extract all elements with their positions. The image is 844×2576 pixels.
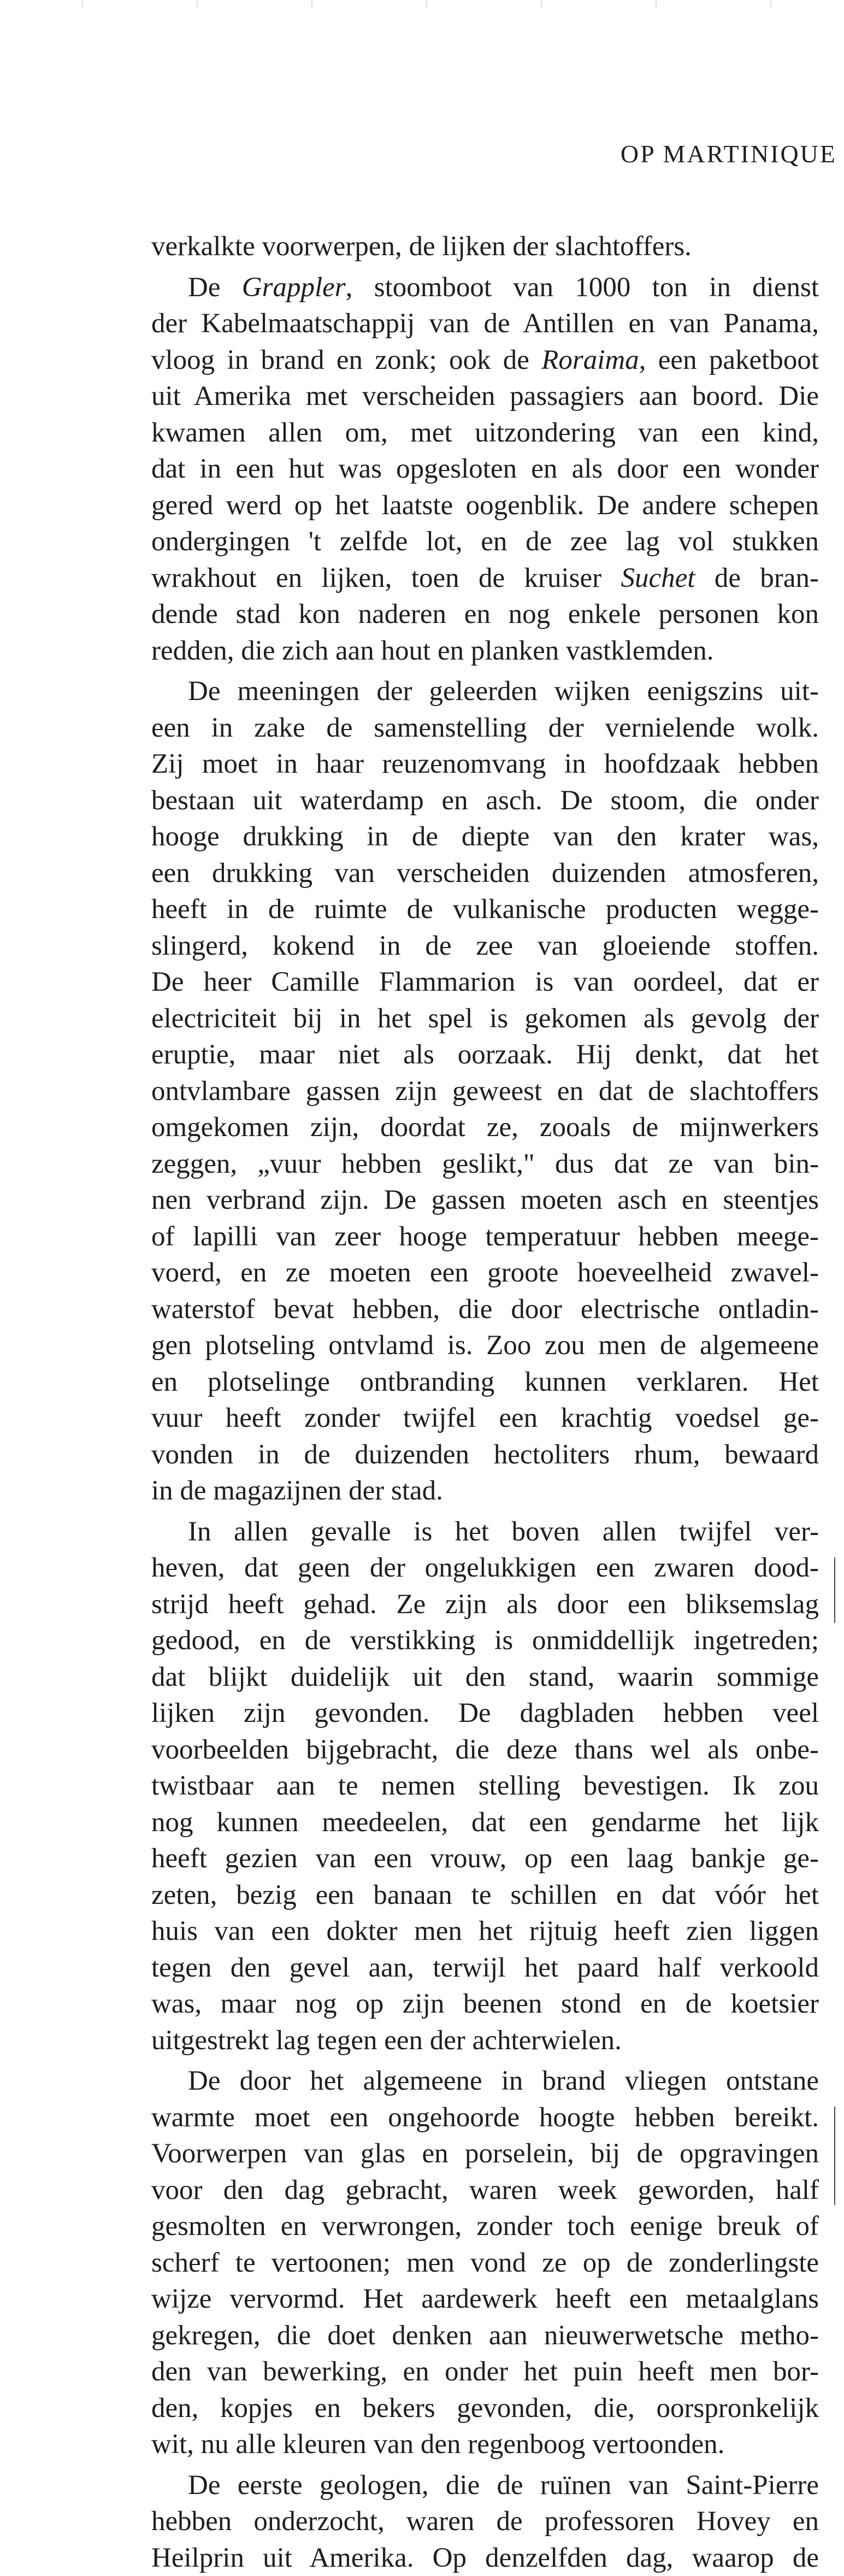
- text-line: vloog in brand en zonk; ook de Roraima, een paketboot: [151, 342, 819, 379]
- text-line: gekregen, die doet denken aan nieuwerwetsche metho-: [151, 2318, 819, 2354]
- text-line: kwamen allen om, met uitzondering van een kind,: [151, 415, 819, 451]
- text-line: Heilprin uit Amerika. Op denzelfden dag, waarop de: [151, 2540, 819, 2576]
- text-line: uit Amerika met verscheiden passagiers aan boord. Die: [151, 378, 819, 415]
- text-line: vuur heeft zonder twijfel een krachtig voedsel ge-: [151, 1400, 819, 1437]
- margin-rule: [834, 2107, 835, 2205]
- text-line: eruptie, maar niet als oorzaak. Hij denkt, dat het: [151, 1037, 819, 1073]
- text-line: hooge drukking in de diepte van den krater was,: [151, 819, 819, 855]
- text-line: De door het algemeene in brand vliegen ontstane: [151, 2063, 819, 2099]
- ship-name: Grappler: [242, 272, 346, 303]
- text-line: voor den dag gebracht, waren week geworden, half: [151, 2172, 819, 2209]
- text-line: heven, dat geen der ongelukkigen een zwaren dood-: [151, 1550, 819, 1586]
- ship-name: Suchet: [621, 563, 695, 593]
- text-line: gered werd op het laatste oogenblik. De andere schepen: [151, 487, 819, 524]
- text-line: nen verbrand zijn. De gassen moeten asch en steentjes: [151, 1182, 819, 1219]
- text-line: gen plotseling ontvlamd is. Zoo zou men de algemeene: [151, 1327, 819, 1364]
- text-line: dat blijkt duidelijk uit den stand, waarin sommige: [151, 1659, 819, 1696]
- text-line: ondergingen 't zelfde lot, en de zee lag vol stukken: [151, 524, 819, 560]
- body-text: [151, 228, 819, 2576]
- text-line: den, kopjes en bekers gevonden, die, oorspronkelijk: [151, 2390, 819, 2427]
- text-line: bestaan uit waterdamp en asch. De stoom, die onder: [151, 783, 819, 819]
- margin-rule: [834, 1557, 835, 1623]
- paragraph: [151, 228, 819, 265]
- text-line: electriciteit bij in het spel is gekomen als gevolg der: [151, 1001, 819, 1037]
- paragraph-gap: [151, 1509, 819, 1514]
- running-head: OP MARTINIQUE: [621, 139, 837, 168]
- paragraph: [151, 269, 819, 669]
- text-line: hebben onderzocht, waren de professoren Hovey en: [151, 2503, 819, 2540]
- paragraph: [151, 1514, 819, 2059]
- text-line: zeggen, „vuur hebben geslikt," dus dat ze van bin-: [151, 1146, 819, 1183]
- text-line: dende stad kon naderen en nog enkele personen kon: [151, 596, 819, 633]
- paragraph: [151, 673, 819, 1509]
- text-line: heeft gezien van een vrouw, op een laag bankje ge-: [151, 1840, 819, 1877]
- text-line: een drukking van verscheiden duizenden atmosferen,: [151, 855, 819, 892]
- text-line: De eerste geologen, die de ruïnen van Saint-Pierre: [151, 2467, 819, 2504]
- text-line: waterstof bevat hebben, die door electrische ontladin-: [151, 1291, 819, 1328]
- text-line: wijze vervormd. Het aardewerk heeft een metaalglans: [151, 2281, 819, 2318]
- text-line: De Grappler, stoomboot van 1000 ton in dienst: [151, 269, 819, 306]
- text-line: en plotselinge ontbranding kunnen verklaren. Het: [151, 1364, 819, 1401]
- ship-name: Roraima: [541, 345, 639, 375]
- text-line: scherf te vertoonen; men vond ze op de zonderlingste: [151, 2245, 819, 2281]
- text-line: De meeningen der geleerden wijken eenigszins uit-: [151, 673, 819, 710]
- text-line: uitgestrekt lag tegen een der achterwielen.: [151, 2022, 819, 2059]
- text-line: in de magazijnen der stad.: [151, 1473, 819, 1509]
- text-line: den van bewerking, en onder het puin heeft men bor-: [151, 2354, 819, 2390]
- text-line: huis van een dokter men het rijtuig heeft zien liggen: [151, 1913, 819, 1950]
- text-line: heeft in de ruimte de vulkanische producten wegge-: [151, 891, 819, 928]
- text-line: nog kunnen meedeelen, dat een gendarme het lijk: [151, 1804, 819, 1841]
- text-line: Zij moet in haar reuzenomvang in hoofdzaak hebben: [151, 746, 819, 783]
- text-line: der Kabelmaatschappij van de Antillen en van Panama,: [151, 305, 819, 342]
- text-line: wrakhout en lijken, toen de kruiser Suchet de bran-: [151, 560, 819, 597]
- text-line: ontvlambare gassen zijn geweest en dat de slachtoffers: [151, 1073, 819, 1110]
- scan-edge-marks: [0, 0, 844, 8]
- paragraph: [151, 2063, 819, 2463]
- text-line: Voorwerpen van glas en porselein, bij de opgravingen: [151, 2136, 819, 2172]
- text-line: wit, nu alle kleuren van den regenboog vertoonden.: [151, 2426, 819, 2463]
- text-line: dat in een hut was opgesloten en als door een wonder: [151, 451, 819, 487]
- text-line: voerd, en ze moeten een groote hoeveelheid zwavel-: [151, 1255, 819, 1291]
- text-line: De heer Camille Flammarion is van oordeel, dat er: [151, 964, 819, 1001]
- paragraph: [151, 2467, 819, 2576]
- text-line: strijd heeft gehad. Ze zijn als door een bliksemslag: [151, 1586, 819, 1623]
- text-line: In allen gevalle is het boven allen twijfel ver-: [151, 1514, 819, 1550]
- paragraph-gap: [151, 2463, 819, 2467]
- text-line: vonden in de duizenden hectoliters rhum, bewaard: [151, 1437, 819, 1473]
- text-line: gesmolten en verwrongen, zonder toch eenige breuk of: [151, 2208, 819, 2245]
- text-line: een in zake de samenstelling der vernielende wolk.: [151, 710, 819, 746]
- text-line: warmte moet een ongehoorde hoogte hebben bereikt.: [151, 2099, 819, 2136]
- text-line: slingerd, kokend in de zee van gloeiende stoffen.: [151, 928, 819, 964]
- text-line: tegen den gevel aan, terwijl het paard half verkoold: [151, 1950, 819, 1986]
- paragraph-gap: [151, 2059, 819, 2063]
- text-line: was, maar nog op zijn beenen stond en de koetsier: [151, 1986, 819, 2022]
- paragraph-gap: [151, 265, 819, 269]
- text-line: omgekomen zijn, doordat ze, zooals de mijnwerkers: [151, 1109, 819, 1146]
- text-line: redden, die zich aan hout en planken vastklemden.: [151, 633, 819, 669]
- text-line: gedood, en de verstikking is onmiddellijk ingetreden;: [151, 1622, 819, 1659]
- text-line: twistbaar aan te nemen stelling bevestigen. Ik zou: [151, 1768, 819, 1804]
- text-line: verkalkte voorwerpen, de lijken der slachtoffers.: [151, 228, 819, 265]
- text-line: voorbeelden bijgebracht, die deze thans wel als onbe-: [151, 1732, 819, 1768]
- paragraph-gap: [151, 669, 819, 673]
- text-line: zeten, bezig een banaan te schillen en dat vóór het: [151, 1877, 819, 1914]
- text-line: of lapilli van zeer hooge temperatuur hebben meege-: [151, 1219, 819, 1255]
- text-line: lijken zijn gevonden. De dagbladen hebben veel: [151, 1695, 819, 1732]
